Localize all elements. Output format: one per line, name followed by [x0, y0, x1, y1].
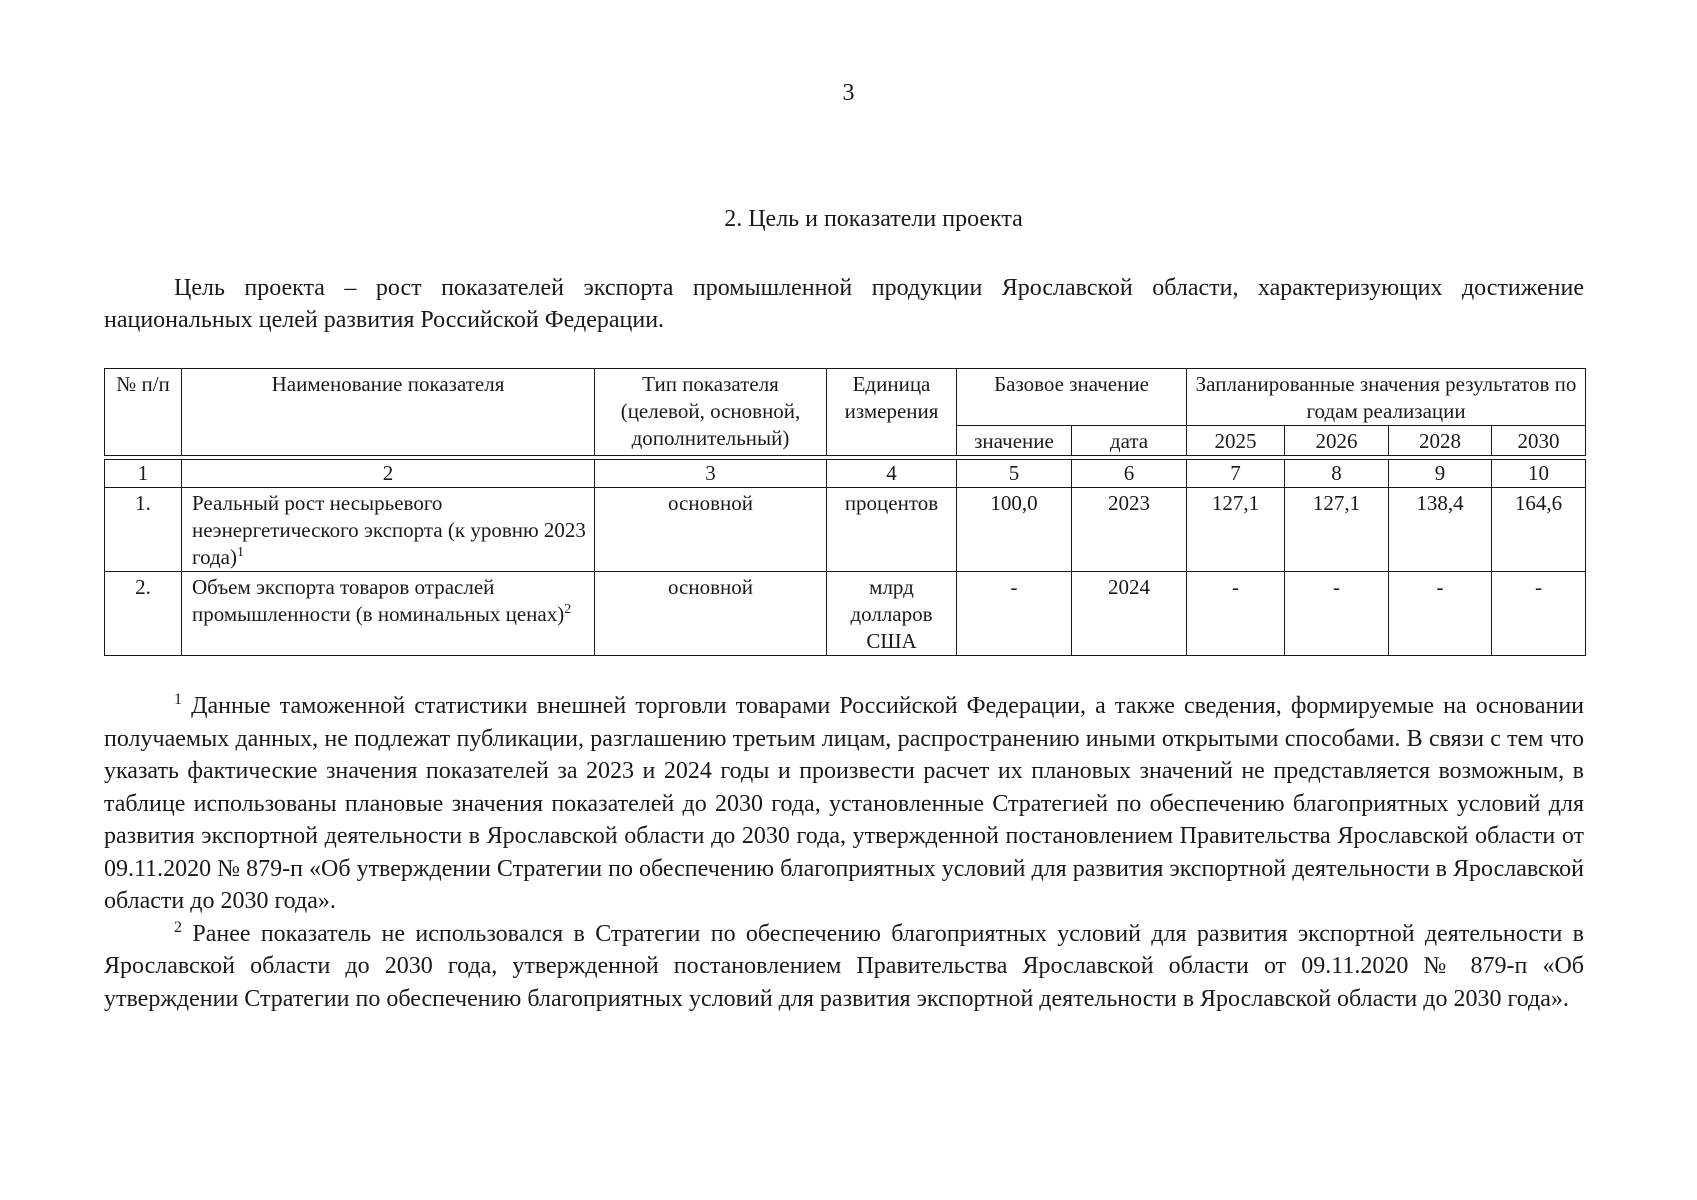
indicator-type: основной: [595, 572, 827, 656]
footnote-ref: 2: [564, 602, 572, 617]
footnote-mark: 1: [174, 691, 182, 708]
indicators-table: [104, 368, 1586, 656]
column-number: 2: [182, 460, 595, 488]
planned-value: 138,4: [1389, 488, 1492, 572]
column-number-row: [105, 460, 1586, 488]
footnote-ref: 1: [236, 545, 244, 560]
header-unit: Единица измерения: [827, 369, 957, 456]
header-base: Базовое значение: [957, 369, 1187, 426]
row-num: 2.: [105, 572, 182, 656]
planned-value: -: [1187, 572, 1285, 656]
footnote-mark: 2: [174, 918, 182, 936]
planned-value: -: [1285, 572, 1389, 656]
column-number: 9: [1389, 460, 1492, 488]
header-year: 2030: [1492, 426, 1586, 456]
section-title: 2. Цель и показатели проекта: [724, 206, 1023, 232]
header-year: 2026: [1285, 426, 1389, 456]
footnotes: [104, 690, 1584, 1015]
indicator-unit: процентов: [827, 488, 957, 572]
base-value: 100,0: [957, 488, 1072, 572]
footnote-2: [104, 918, 1584, 1016]
footnote-text: Ранее показатель не использовался в Стратегии по обеспечению благоприятных условий для развития экспортной деятельности в Ярославской области до 2030 года, утвержденной постановлением Правительства Ярославской области от 09.11.2020 № 879-п «Об утверждении Стратегии по обеспечению благоприятных условий для развития экспортной деятельности в Ярославской области до 2030 года».: [104, 920, 1584, 1012]
planned-value: 127,1: [1187, 488, 1285, 572]
indicator-type: основной: [595, 488, 827, 572]
planned-value: -: [1389, 572, 1492, 656]
footnote-text: Данные таможенной статистики внешней торговли товарами Российской Федерации, а также сведения, формируемые на основании получаемых данных, не подлежат публикации, разглашению третьим лицам, распространению иными открытыми способами. В связи с тем что указать фактические значения показателей за 2023 и 2024 годы и произвести расчет их плановых значений не представляется возможным, в таблице использованы плановые значения показателей до 2030 года, установленные Стратегией по обеспечению благоприятных условий для развития экспортной деятельности в Ярославской области до 2030 года, утвержденной постановлением Правительства Ярославской области от 09.11.2020 № 879-п «Об утверждении Стратегии по обеспечению благоприятных условий для развития экспортной деятельности в Ярославской области до 2030 года».: [104, 693, 1585, 914]
column-number: 10: [1492, 460, 1586, 488]
indicator-name-cell: [182, 488, 595, 572]
column-number: 3: [595, 460, 827, 488]
planned-value: 127,1: [1285, 488, 1389, 572]
column-number: 5: [957, 460, 1072, 488]
header-num: № п/п: [105, 369, 182, 456]
indicator-name: Реальный рост несырьевого неэнергетического экспорта (к уровню 2023 года): [192, 491, 586, 569]
base-date: 2024: [1072, 572, 1187, 656]
row-num: 1.: [105, 488, 182, 572]
base-value: -: [957, 572, 1072, 656]
page-number: 3: [842, 80, 855, 106]
indicator-name-cell: [182, 572, 595, 656]
column-number: 1: [105, 460, 182, 488]
table-row: [105, 572, 1586, 656]
indicator-unit: млрд долларов США: [827, 572, 957, 656]
header-base-value: значение: [957, 426, 1072, 456]
table-row: [105, 488, 1586, 572]
header-name: Наименование показателя: [182, 369, 595, 456]
planned-value: -: [1492, 572, 1586, 656]
footnote-1: [104, 690, 1584, 918]
base-date: 2023: [1072, 488, 1187, 572]
indicator-name: Объем экспорта товаров отраслей промышленности (в номинальных ценах): [192, 575, 565, 626]
header-year: 2028: [1389, 426, 1492, 456]
column-number: 8: [1285, 460, 1389, 488]
planned-value: 164,6: [1492, 488, 1586, 572]
column-number: 4: [827, 460, 957, 488]
header-planned: Запланированные значения результатов по годам реализации: [1187, 369, 1586, 426]
header-base-date: дата: [1072, 426, 1187, 456]
header-type: Тип показателя (целевой, основной, дополнительный): [595, 369, 827, 456]
column-number: 6: [1072, 460, 1187, 488]
header-year: 2025: [1187, 426, 1285, 456]
project-goal-text: Цель проекта – рост показателей экспорта промышленной продукции Ярославской области, характеризующих достижение национальных целей развития Российской Федерации.: [104, 275, 1584, 333]
column-number: 7: [1187, 460, 1285, 488]
